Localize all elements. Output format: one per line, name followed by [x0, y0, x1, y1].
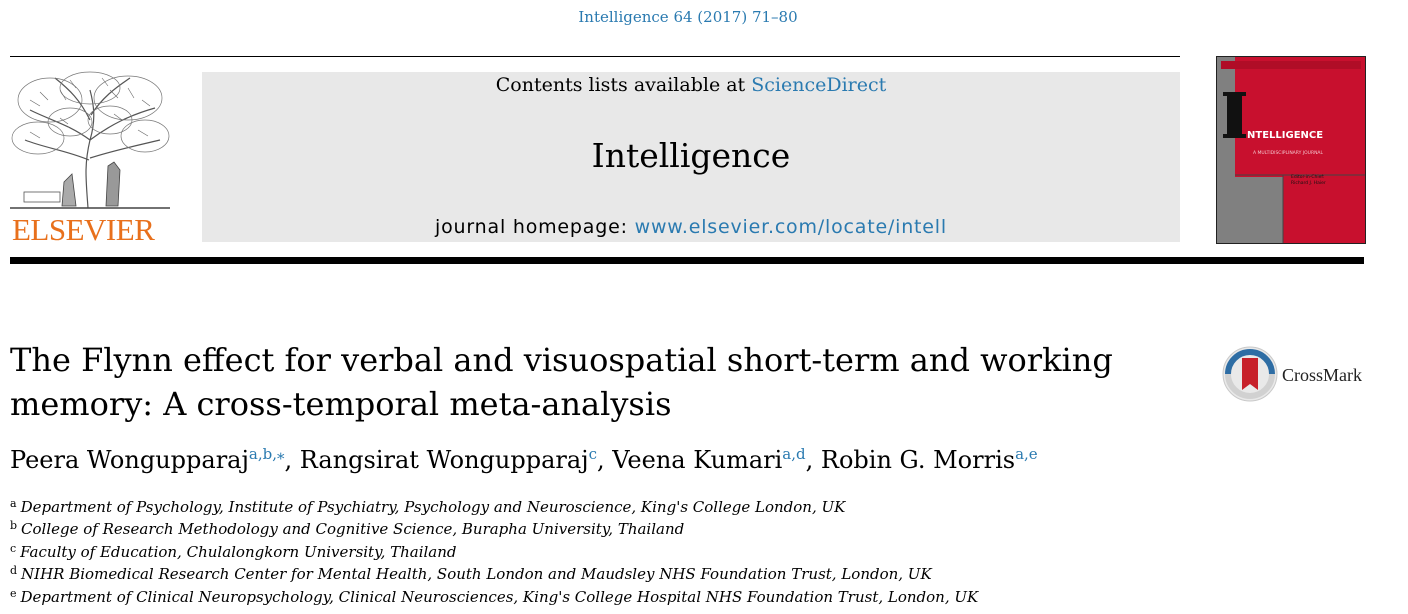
- journal-homepage-link[interactable]: www.elsevier.com/locate/intell: [634, 216, 947, 238]
- author-affiliation-marks[interactable]: a,b,⁎: [248, 445, 285, 463]
- article-title: [10, 338, 1130, 426]
- contents-line: [202, 74, 1180, 96]
- homepage-prefix: journal homepage:: [435, 216, 635, 238]
- affiliation-text: Faculty of Education, Chulalongkorn University, Thailand: [20, 542, 457, 561]
- affiliation-label: d: [10, 564, 18, 578]
- journal-citation[interactable]: [0, 8, 1376, 26]
- journal-title: Intelligence: [591, 136, 791, 175]
- header-top-rule: [10, 56, 1180, 57]
- header-bottom-rule: [10, 257, 1364, 264]
- affiliation-text: College of Research Methodology and Cognitive Science, Burapha University, Thailand: [21, 520, 685, 539]
- crossmark-icon: [1222, 346, 1278, 402]
- author-list: Peera Wongupparaj$^{a,b,⁎}$, Rangsirat Wongupparaj$^c$, Veena Kumari$^{a,d}$, Robin G. Morris$^{a,e}$: [10, 445, 1038, 474]
- journal-masthead: [202, 72, 1180, 242]
- affiliation-list: [10, 496, 978, 608]
- homepage-line: [202, 216, 1180, 238]
- elsevier-wordmark: ELSEVIER: [12, 212, 155, 247]
- affiliation-label: c: [10, 541, 17, 555]
- author-affiliation-marks[interactable]: a,e: [1015, 445, 1038, 463]
- author-name: Rangsirat Wongupparaj: [299, 446, 589, 474]
- affiliation-text: Department of Psychology, Institute of Psychiatry, Psychology and Neuroscience, King's College London, UK: [20, 498, 846, 516]
- elsevier-tree-icon: [10, 70, 170, 210]
- elsevier-logo[interactable]: [10, 70, 170, 246]
- cover-editor-name: Richard J. Haier: [1291, 181, 1326, 186]
- author-name: Robin G. Morris: [820, 446, 1016, 474]
- corresponding-author-mark[interactable]: ⁎: [277, 445, 285, 463]
- affiliation-label: b: [10, 519, 18, 533]
- author-name: Peera Wongupparaj: [10, 446, 249, 474]
- author-affiliation-marks[interactable]: a,d: [782, 445, 806, 463]
- affiliation-item: [10, 586, 978, 608]
- citation-link[interactable]: Intelligence 64 (2017) 71–80: [578, 8, 798, 26]
- author-name: Veena Kumari: [612, 446, 783, 474]
- journal-cover-image[interactable]: [1216, 56, 1366, 244]
- affiliation-text: Department of Clinical Neuropsychology, Clinical Neurosciences, King's College Hospital NHS Foundation Trust, London, UK: [20, 587, 979, 606]
- cover-subtitle: A MULTIDISCIPLINARY JOURNAL: [1253, 151, 1324, 156]
- article-title-line-1: The Flynn effect for verbal and visuospatial short-term and working: [10, 341, 1113, 379]
- crossmark-badge[interactable]: [1222, 346, 1392, 402]
- affiliation-text: NIHR Biomedical Research Center for Mental Health, South London and Maudsley NHS Foundation Trust, London, UK: [21, 565, 932, 584]
- cover-title: NTELLIGENCE: [1247, 130, 1324, 141]
- affiliation-label: a: [10, 497, 17, 510]
- article-title-line-2: memory: A cross-temporal meta-analysis: [10, 385, 672, 423]
- cover-editor-label: Editor-in-Chief:: [1291, 175, 1325, 180]
- sciencedirect-link[interactable]: ScienceDirect: [751, 74, 887, 96]
- affiliation-item: [10, 496, 978, 518]
- affiliation-label: e: [10, 586, 17, 600]
- author-affiliation-marks[interactable]: c: [588, 445, 598, 463]
- affiliation-item: [10, 518, 978, 540]
- crossmark-label: CrossMark: [1282, 365, 1362, 385]
- contents-prefix: Contents lists available at: [495, 74, 752, 96]
- affiliation-item: [10, 541, 978, 563]
- affiliation-item: [10, 563, 978, 585]
